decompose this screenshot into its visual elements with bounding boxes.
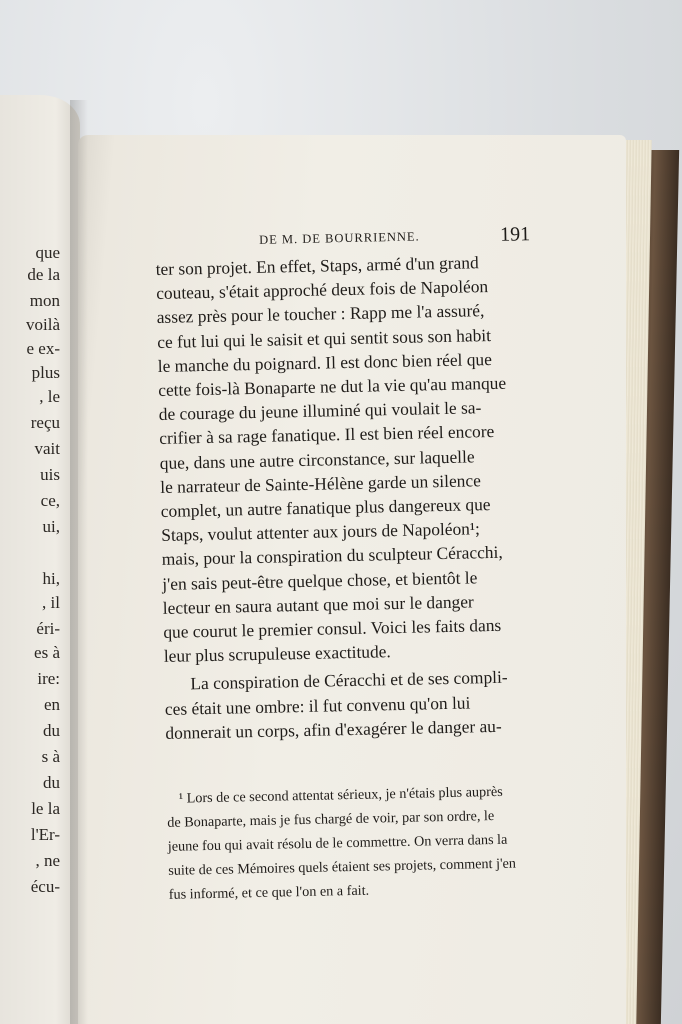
footnote-line: suite de ces Mémoires quels étaient ses projets, comment j'en	[168, 855, 517, 879]
text-line: couteau, s'était approché deux fois de Napoléon	[156, 276, 489, 304]
footnote-line: ¹ Lors de ce second attentat sérieux, je n'étais plus auprès	[178, 783, 503, 807]
text-line: ces était une ombre: il fut convenu qu'on lui	[164, 692, 471, 719]
footnote-line: de Bonaparte, mais je fus chargé de voir, par son ordre, le	[167, 808, 495, 831]
left-page-fragment: écu-	[30, 877, 60, 896]
left-page-fragment: ui,	[42, 517, 60, 536]
left-page-fragment: mon	[29, 291, 60, 310]
left-page-fragment: ire:	[37, 669, 60, 688]
text-line: complet, un autre fanatique plus dangereux que	[160, 494, 491, 521]
left-page-fragment: , ne	[35, 851, 60, 870]
text-line: Staps, voulut attenter aux jours de Napoléon¹;	[161, 518, 481, 546]
footnote-line: jeune fou qui avait résolu de le commettre. On verra dans la	[167, 831, 508, 855]
page-number: 191	[499, 223, 531, 246]
left-page-fragment: éri-	[36, 619, 60, 638]
text-line: le manche du poignard. Il est donc bien réel que	[157, 348, 493, 376]
left-page-fragment: es à	[34, 643, 60, 662]
running-head: DE M. DE BOURRIENNE.	[258, 229, 420, 247]
left-page-fragment: l'Er-	[30, 825, 60, 844]
left-page-fragment: du	[43, 773, 60, 792]
footnote-line: fus informé, et ce que l'on en a fait.	[168, 882, 370, 903]
left-page-fragment: uis	[40, 465, 60, 484]
text-line: que courut le premier consul. Voici les faits dans	[163, 614, 502, 642]
text-line: que, dans une autre circonstance, sur laquelle	[159, 445, 475, 473]
left-page-fragment: s à	[41, 747, 60, 766]
text-line: leur plus scrupuleuse exactitude.	[163, 641, 391, 667]
left-page-fragment: , il	[42, 593, 60, 612]
text-line: assez près pour le toucher : Rapp me l'a assuré,	[156, 300, 485, 328]
left-page-fragment: voilà	[26, 315, 60, 334]
left-page-fragment: ce,	[40, 491, 60, 510]
left-page-fragment: reçu	[30, 413, 60, 432]
left-page-fragment: le la	[31, 799, 60, 818]
text-line: de courage du jeune illuminé qui voulait le sa-	[158, 397, 482, 425]
left-page-fragment: plus	[31, 363, 60, 382]
text-line: cette fois-là Bonaparte ne dut la vie qu'au manque	[158, 372, 507, 400]
text-line: lecteur en saura autant que moi sur le danger	[162, 591, 474, 618]
left-page-fragment: en	[43, 695, 60, 714]
text-line: donnerait un corps, afin d'exagérer le danger au-	[165, 715, 502, 743]
text-line: crifier à sa rage fanatique. Il est bien réel encore	[159, 421, 495, 449]
left-page-fragment: e ex-	[26, 339, 60, 358]
left-page-fragment: que	[35, 243, 60, 262]
text-line: le narrateur de Sainte-Hélène garde un silence	[160, 470, 482, 497]
book-gutter	[70, 100, 88, 1024]
text-line: ter son projet. En effet, Staps, armé d'un grand	[155, 252, 479, 279]
text-line: ce fut lui qui le saisit et qui sentit sous son habit	[157, 324, 492, 352]
left-page-fragment: vait	[34, 439, 60, 458]
left-page-fragment: hi,	[42, 569, 60, 588]
left-page-fragment: , le	[39, 387, 60, 406]
left-page-fragment: de la	[27, 265, 60, 284]
left-page-fragment: du	[43, 721, 60, 740]
text-line: mais, pour la conspiration du sculpteur Céracchi,	[161, 542, 503, 570]
text-line: La conspiration de Céracchi et de ses compli-	[190, 667, 508, 694]
text-line: j'en sais peut-être quelque chose, et bientôt le	[162, 566, 478, 594]
left-page	[0, 95, 80, 1024]
